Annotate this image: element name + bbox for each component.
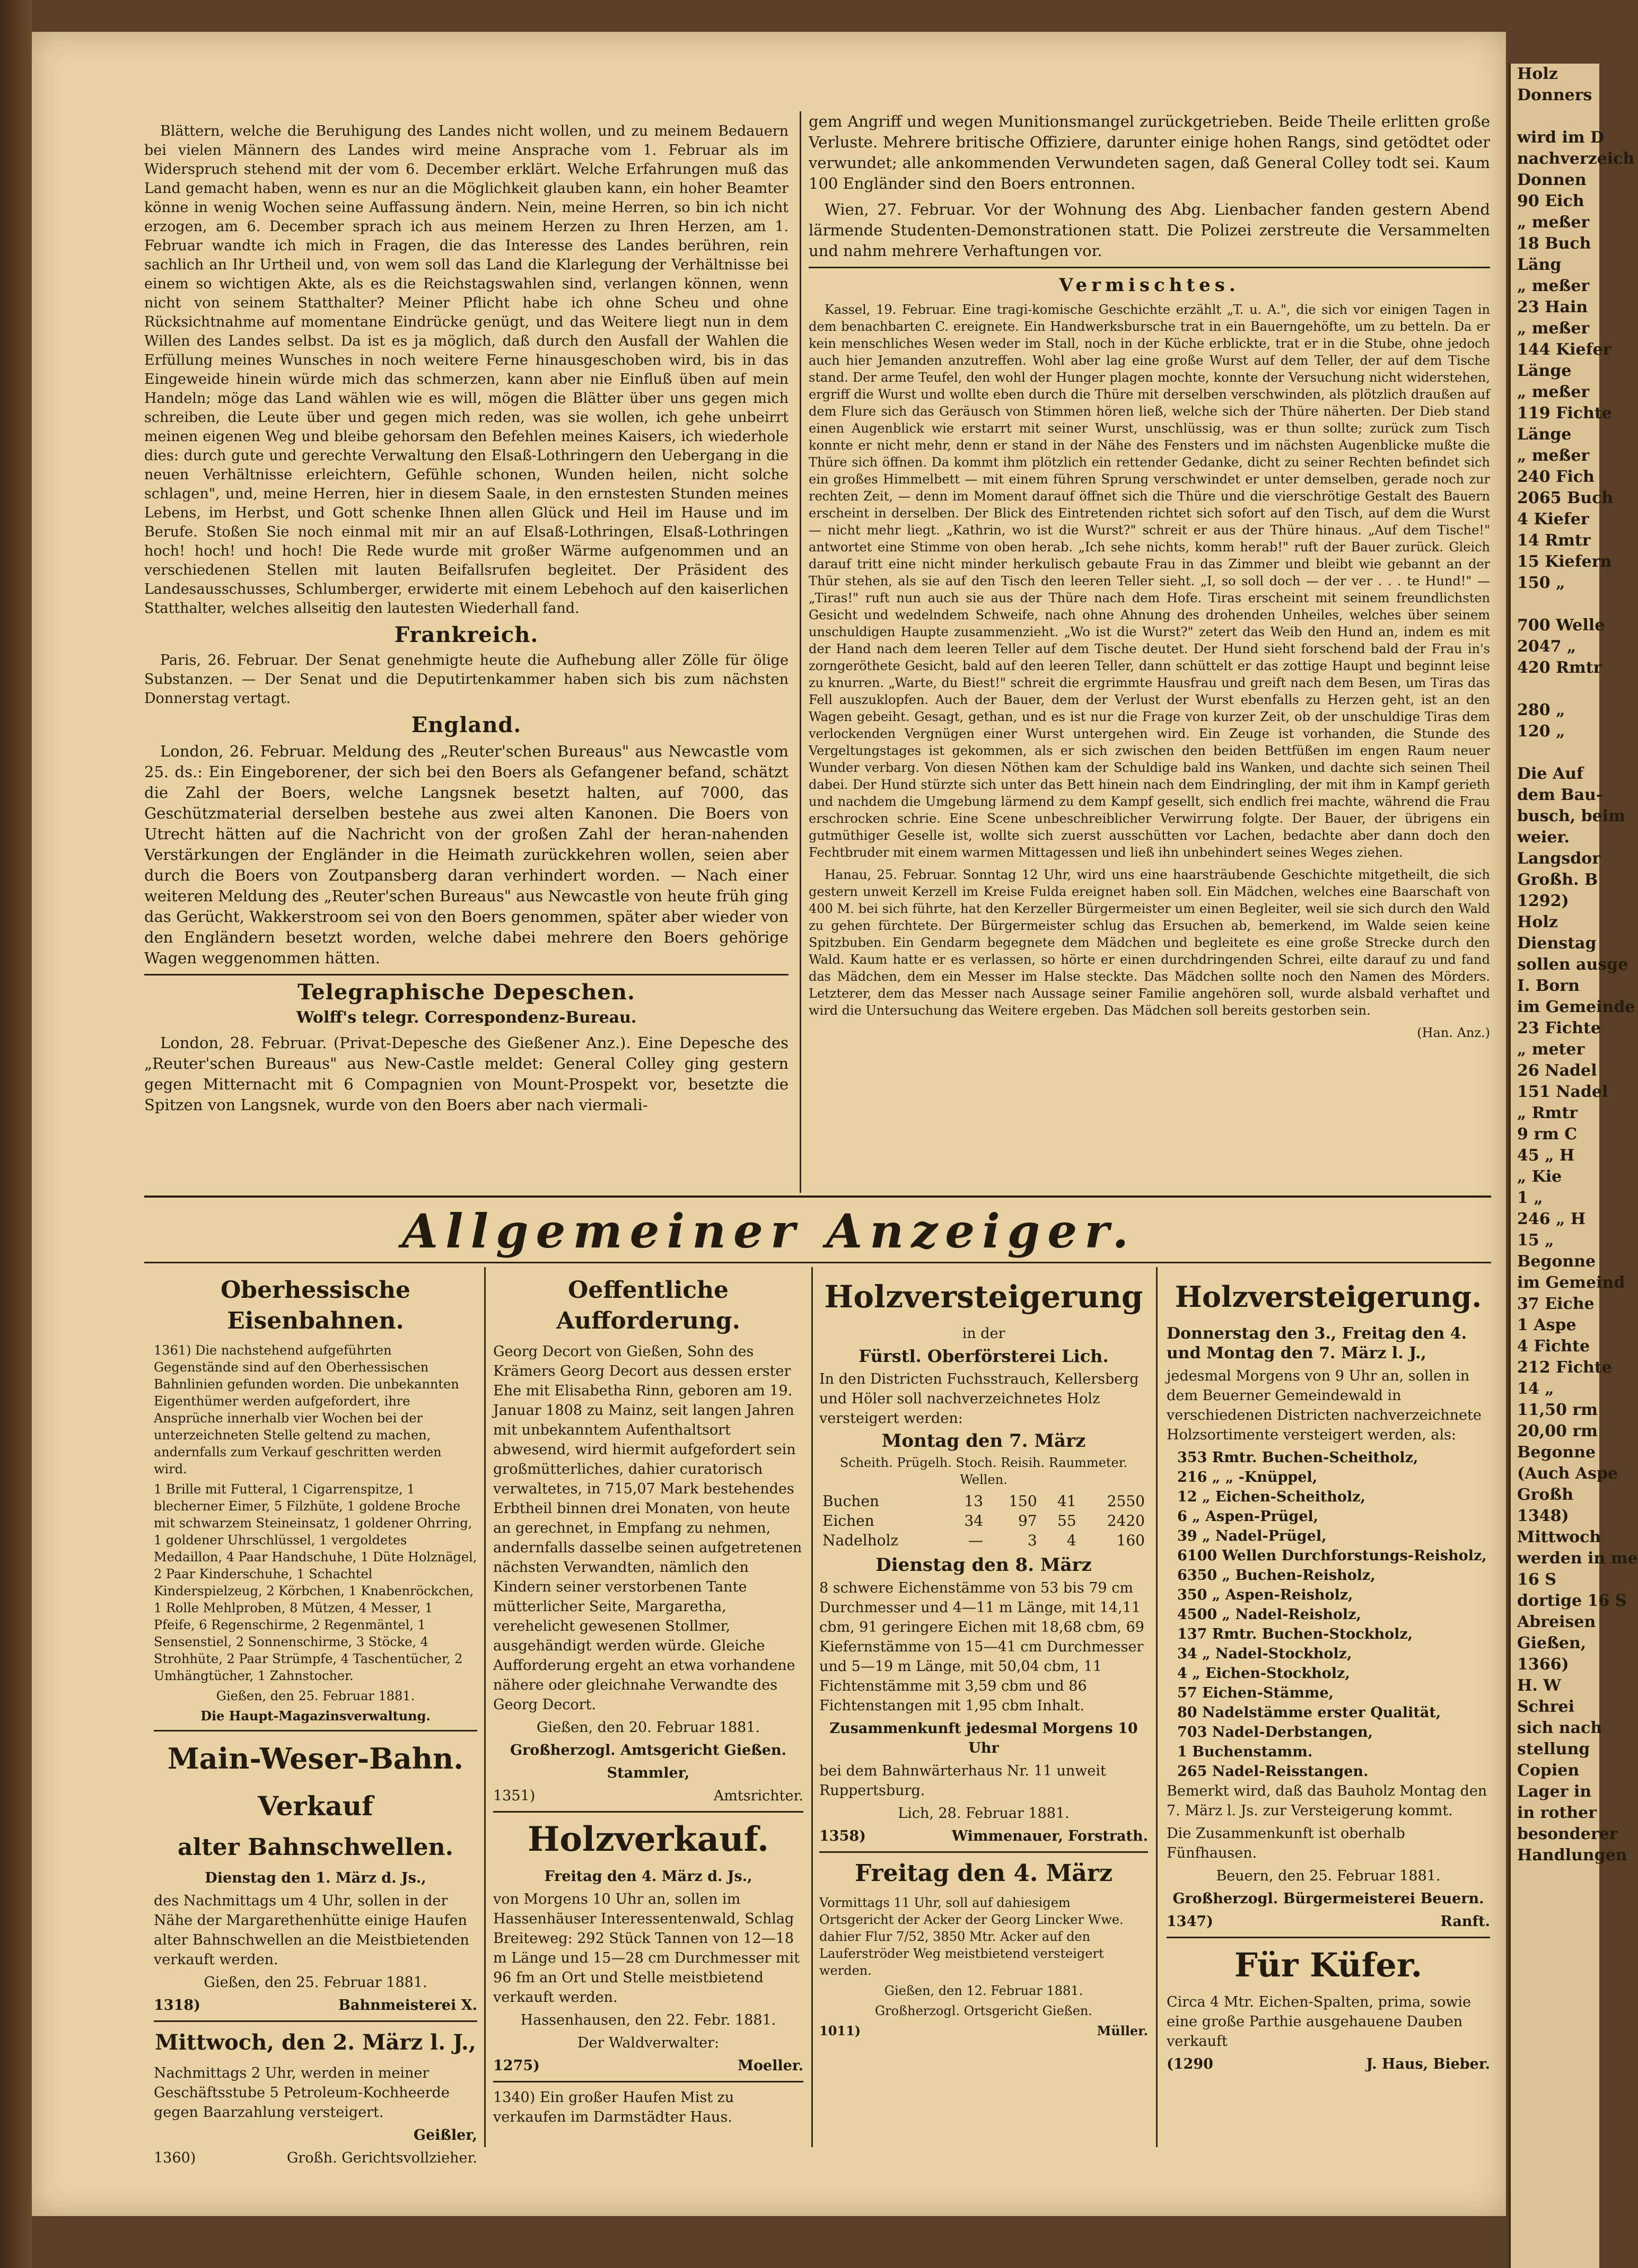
adjacent-line: 90 Eich	[1517, 192, 1584, 210]
ad-role: Amtsrichter.	[713, 1788, 803, 1804]
ad-body: Nachmittags 2 Uhr, werden in meiner Geschäftsstube 5 Petroleum-Kochheerde gegen Baarzahlung versteigert.	[154, 2065, 450, 2121]
ad-title-holzversteigerung-lich: Holzversteigerung	[824, 1279, 1143, 1315]
adjacent-line: 18 Buch	[1517, 234, 1591, 253]
table-row	[819, 1491, 1148, 1511]
section-rule-2	[144, 1262, 1491, 1263]
adjacent-line: Schrei	[1517, 1698, 1575, 1716]
ad-signature: Wimmenauer, Forstrath.	[951, 1828, 1148, 1844]
hanau-story: Hanau, 25. Februar. Sonntag 12 Uhr, wird uns eine haarsträubende Geschichte mitgetheilt, die sich gestern unweit Kerzell im Kreise Fulda ereignet haben soll. Ein Mädchen, welches eine Baarschaft von 400 M. bei sich führte, hat den Kerzeller Bürgermeister um einen Begleiter, weil sie sich durch den Wald zu gehen fürchtete. Der Bürgermeister schlug das Ersuchen ab, bemerkend, im Walde seien keine Spitzbuben. Ein Gendarm begegnete dem Mädchen und begleitete es eine große Strecke durch den Wald. Kaum hatte er es verlassen, so hörte er einen durchdringenden Schrei, eilte darauf zu und fand das Mädchen, dem ein Messer im Halse steckte. Das Mädchen sollte noch den Namen des Mörders. Letzterer, dem das Messer nach Aussage seiner Familie angehören soll, wurde alsbald verhaftet und wird die Untersuchung das Weitere ergeben. Das Mädchen soll bereits gestorben sein.	[809, 867, 1490, 1018]
adjacent-line: nachverzeich	[1517, 150, 1635, 168]
column-rule	[484, 1267, 486, 2147]
ad-body: Vormittags 11 Uhr, soll auf dahiesigem Ortsgericht der Acker der Georg Lincker Wwe. dahier Flur 7/52, 3850 Mtr. Acker auf den Lauferströder Weg meistbietend versteigert werden.	[819, 1895, 1124, 1978]
adjacent-line: 700 Welle	[1517, 616, 1605, 635]
adjacent-line: dem Bau-	[1517, 786, 1603, 804]
adjacent-line	[1511, 742, 1599, 763]
adjacent-line: Dienstag	[1517, 934, 1597, 953]
adjacent-line: „ meßer	[1517, 446, 1590, 465]
ad-date: Lich, 28. Februar 1881.	[898, 1805, 1070, 1822]
ad-subtitle-bahnschwellen: alter Bahnschwellen.	[178, 1834, 453, 1861]
divider	[493, 1811, 803, 1813]
adjacent-line: Großh. B	[1517, 871, 1598, 889]
ad-day-2: Dienstag den 8. März	[875, 1554, 1092, 1576]
adjacent-line: 2065 Buch	[1517, 489, 1614, 507]
adjacent-line: 26 Nadel	[1517, 1061, 1597, 1080]
ad-body: Georg Decort von Gießen, Sohn des Krämers Georg Decort aus dessen erster Ehe mit Elisabetha Rinn, geboren am 19. Januar 1808 zu Mainz, seit langen Jahren mit unbekanntem Aufenthaltsort abwesend, wird hiermit aufgefordert sein großmütterliches, dahier curatorisch verwaltetes, in 715,07 Mark bestehendes Erbtheil binnen drei Monaten, von heute an gerechnet, in Empfang zu nehmen, andernfalls dasselbe seinen aufgetretenen nächsten Verwandten, nämlich den Kindern seiner verstorbenen Tante mütterlicher Seite, Margaretha, verehelicht gewesenen Stollmer, ausgehändigt werden würde. Gleiche Aufforderung ergeht an etwa vorhandene nähere oder gleichnahe Verwandte des Georg Decort.	[493, 1343, 802, 1713]
heading-miscellaneous: Vermischtes.	[1059, 275, 1240, 296]
list-item: 703 Nadel-Derbstangen,	[1177, 1724, 1373, 1740]
adjacent-line: 1 „	[1517, 1189, 1543, 1207]
list-item: 1 Buchenstamm.	[1177, 1744, 1313, 1760]
ad-signature: Moeller.	[738, 2058, 803, 2074]
adjacent-line: Langsdor	[1517, 849, 1601, 868]
adjacent-line: (Auch Aspe	[1517, 1464, 1618, 1483]
table-cell: 2550	[1107, 1492, 1145, 1510]
heading-england: England.	[411, 713, 522, 737]
adjacent-line: 11,50 rm	[1517, 1401, 1598, 1419]
adjacent-line	[1511, 594, 1599, 615]
adjacent-line: Länge	[1517, 362, 1572, 380]
ad-number: 1318)	[154, 1997, 200, 2014]
table-cell: 55	[1057, 1512, 1076, 1529]
adjacent-line: werden in me	[1517, 1549, 1638, 1568]
divider	[144, 974, 789, 975]
list-item: 6100 Wellen Durchforstungs-Reisholz,	[1177, 1548, 1487, 1564]
list-item: 12 „ Eichen-Scheitholz,	[1177, 1489, 1365, 1505]
adjacent-line: 144 Kiefer	[1517, 340, 1611, 359]
adjacent-line: 23 Hain	[1517, 298, 1588, 317]
ads-column-1	[154, 1270, 477, 2168]
adjacent-line: „ meßer	[1517, 319, 1590, 338]
ad-when: Freitag den 4. März d. Js.,	[544, 1868, 752, 1885]
wood-table	[819, 1491, 1148, 1550]
adjacent-line: Holz	[1517, 65, 1558, 83]
list-item: 4 „ Eichen-Stockholz,	[1177, 1665, 1350, 1682]
adjacent-line: 120 „	[1517, 722, 1565, 741]
ad-signature: Ranft.	[1440, 1913, 1490, 1930]
adjacent-line: Mittwoch	[1517, 1528, 1601, 1546]
ad-number: 1360)	[154, 2150, 196, 2166]
list-item: 6 „ Aspen-Prügel,	[1177, 1508, 1319, 1525]
list-item: 216 „ „ -Knüppel,	[1177, 1469, 1318, 1485]
adjacent-line: 9 rm C	[1517, 1125, 1578, 1144]
ad-body: Die nachstehend aufgeführten Gegenstände sind auf den Oberhessischen Bahnlinien gefunden worden. Die unbekannten Eigenthümer werden aufgefordert, ihre Ansprüche innerhalb vier Wochen bei der unterzeichneten Stelle geltend zu machen, andernfalls zum Verkauf geschritten werden wird.	[154, 1343, 459, 1476]
table-cell: 2420	[1107, 1512, 1145, 1529]
adjacent-line: „ meßer	[1517, 277, 1590, 295]
adjacent-line: Läng	[1517, 256, 1562, 274]
ad-date: Beuern, den 25. Februar 1881.	[1216, 1868, 1441, 1884]
ad-list: 8 schwere Eichenstämme von 53 bis 79 cm Durchmesser und 4—11 m Länge, mit 14,11 cbm, 91 geringere Eichen mit 18,68 cbm, 69 Kiefernstämme von 15—41 cm Durchmesser und 5—19 m Länge, mit 50,04 cbm, 11 Fichtenstämme mit 3,59 cbm und 86 Fichtenstangen mit 1,95 cbm Inhalt.	[819, 1580, 1144, 1714]
ad-when-freitag: Freitag den 4. März	[855, 1860, 1113, 1887]
ad-number: 1340)	[493, 2089, 536, 2106]
ads-column-2	[493, 1270, 803, 2130]
ad-meeting: Die Zusammenkunft ist oberhalb Fünfhausen.	[1167, 1825, 1405, 1861]
london-report-1: London, 26. Februar. Meldung des „Reuter'schen Bureaus" aus Newcastle vom 25. ds.: Ein Eingeborener, der sich bei den Boers als Gefangener befand, schätzt die Zahl der Boers, welche Langsnek besetzt halten, auf 7000, das Geschützmaterial derselben bestehe aus zwei alten Kanonen. Die Boers von Utrecht hätten auf die Nachricht von der großen Zahl der heran-nahenden Verstärkungen der Engländer in die Heimath zurückkehren wollen, seien aber durch die Boers von Zoutpansberg daran verhindert worden. — Nach einer weiteren Meldung des „Reuter'schen Bureaus" aus Newcastle von heute früh ging das Gerücht, Wakkerstroom sei von den Boers genommen, später aber wieder von den Engländern besetzt worden, welche dabei mehrere den Boers gehörige Wagen weggenommen hätten.	[144, 742, 789, 967]
ad-intro: In den Districten Fuchsstrauch, Kellersberg und Höler soll nachverzeichnetes Holz versteigert werden:	[819, 1371, 1139, 1427]
ad-number: 1358)	[819, 1828, 866, 1844]
kassel-story: Kassel, 19. Februar. Eine tragi-komische Geschichte erzählt „T. u. A.", die sich vor einigen Tagen in dem benachbarten C. ereignete. Ein Handwerksbursche trat in ein Bauerngehöfte, um zu betteln. Da er kein menschliches Wesen weder im Stall, noch in der Küche erblickte, trat er in die Stube, ohne jedoch auch hier Jemanden anzutreffen. Wohl aber lag eine große Wurst auf dem Teller, der auf dem Tische stand. Der arme Teufel, den wohl der Hunger plagen mochte, konnte der Versuchung nicht widerstehen, ergriff die Wurst und wollte eben durch die Thüre mit derselben verschwinden, als plötzlich draußen auf dem Flure sich das Geräusch von Stimmen hören ließ, welche sich der Thüre näherten. Der Dieb stand einen Augenblick wie erstarrt mit seiner Wurst, unschlüssig, was er thun sollte; zurück zum Tisch konnte er nicht mehr, denn er stand in der Nähe des Fensters und im nächsten Augenblicke mußte die Thüre sich öffnen. Da kommt ihm plötzlich ein rettender Gedanke, dicht zu seiner Rechten befindet sich ein großes Himmelbett — mit einem führen Sprung verschwindet er unter demselben, gerade noch zur rechten Zeit, — denn im Moment darauf öffnet sich die Thüre und die vierschrötige Gestalt des Bauern erscheint in derselben. Der Blick des Eintretenden richtet sich sofort auf den Tisch, auf dem die Wurst — nicht mehr liegt. „Kathrin, wo ist die Wurst?" schreit er aus der Thüre hinaus. „Auf dem Tische!" antwortet eine Stimme von oben herab. „Ich sehe nichts, komm herab!" ruft der Bauer zurück. Gleich darauf tritt eine nicht minder herkulisch gebaute Frau in das Zimmer und bleibt wie gebannt an der Thür stehen, als sie auf den Tisch den leeren Teller sieht. „I, so soll doch — der ver . . . te Hund!" — „Tiras!" ruft nun auch sie aus der Thüre nach dem Hofe. Tiras erscheint mit seinem freundlichsten Gesicht und wedelndem Schweife, nach ohne Ahnung des drohenden Unheiles, welches über seinem unschuldigen Haupte zusammenzieht. „Wo ist die Wurst?" zetert das Weib den Hund an, indem es mit der Hand nach dem leeren Teller auf dem Tische deutet. Der Hund sieht forschend bald der Frau in's zorngeröthete Gesicht, bald auf den leeren Teller, dann schüttelt er das zottige Haupt und beginnt leise zu knurren. „Warte, du Biest!" schreit die ergrimmte Hausfrau und greift nach dem Besen, um Tiras das Fell auszuklopfen. Auch der Bauer, dem der Verlust der Wurst ebenfalls zu Herzen geht, ist an den Wagen gebeiht. Gesagt, gethan, und es ist nur die Frage von kurzer Zeit, ob der unschuldige Tiras dem verlockenden Vergnügen einer Wurst untergehen wird. Ein Zeuge ist vorhanden, die Stunde des Vergeltungstages ist gekommen, als er sich zwischen den beiden Bettfüßen im engen Raum neuer Wunder verbarg. Von diesen Nöthen kam der Schuldige bald ins Wanken, und dachte sich seinen Theil dabei. Der Hund stürzte sich unter das Bett hinein nach dem Eindringling, der mit ihm in Kampf gerieth und nachdem die Umgebung lärmend zu dem Kampf gesellt, sich endlich frei machte, während die Frau erschrocken schrie. Eine Scene unbeschreiblicher Verwirrung folgte. Der Bauer, der übrigens ein gutmüthiger Geselle ist, wollte sich zuerst ausschütten vor Lachen, bedachte aber dann doch den Fechtbruder mit einem warmen Mittagessen und ließ ihn unbehindert seines Weges ziehen.	[809, 302, 1490, 860]
ad-signature: Geißler,	[413, 2127, 477, 2143]
adjacent-line: Länge	[1517, 425, 1572, 444]
ad-title-aufforderung: Oeffentliche Aufforderung.	[556, 1277, 740, 1334]
ad-when-mittwoch: Mittwoch, den 2. März l. J.,	[155, 2030, 476, 2055]
london-report-2: London, 28. Februar. (Privat-Depesche des Gießener Anz.). Eine Depesche des „Reuter'schen Bureaus" aus New-Castle meldet: General Colley ging gestern gegen Mitternacht mit 6 Compagnien von Mount-Prospekt vor, besetzte die Spitzen von Langsnek, wurde von den Boers aber nach viermali-	[144, 1034, 789, 1114]
table-cell: 34	[964, 1512, 984, 1529]
adjacent-line: 151 Nadel	[1517, 1083, 1608, 1101]
ad-office: Großh. Gerichtsvollzieher.	[286, 2150, 477, 2166]
found-items-list: 1 Brille mit Futteral, 1 Cigarrenspitze, 1 blecherner Eimer, 5 Filzhüte, 1 goldene Broche mit schwarzem Steineinsatz, 1 goldener Ohrring, 1 goldener Uhrschlüssel, 1 vergoldetes Medaillon, 4 Paar Handschuhe, 1 Düte Holznägel, 2 Paar Kinderschuhe, 1 Schachtel Kinderspielzeug, 2 Körbchen, 1 Knabenröckchen, 1 Rolle Mehlproben, 8 Mützen, 4 Messer, 1 Pfeife, 6 Regenschirme, 2 Regenmäntel, 1 Sensenstiel, 2 Sonnenschirme, 3 Stöcke, 4 Strohhüte, 2 Paar Strümpfe, 4 Taschentücher, 2 Umhängtücher, 1 Zahnstocher.	[154, 1482, 477, 1683]
adjacent-line: im Gemeinde	[1517, 998, 1635, 1016]
adjacent-line: 20,00 rm	[1517, 1422, 1598, 1440]
table-cell: 13	[964, 1492, 984, 1510]
divider	[819, 1851, 1148, 1853]
list-item: 137 Rmtr. Buchen-Stockholz,	[1177, 1626, 1413, 1642]
list-item: 57 Eichen-Stämme,	[1177, 1685, 1334, 1701]
adjacent-line: 45 „ H	[1517, 1146, 1575, 1165]
adjacent-line: „ Kie	[1517, 1167, 1562, 1186]
adjacent-line: 14 Rmtr	[1517, 531, 1591, 550]
boer-report-cont: gem Angriff und wegen Munitionsmangel zurückgetrieben. Beide Theile erlitten große Verluste. Mehrere britische Offiziere, darunter einige hohen Rangs, sind getödtet oder verwundet; alle ankommenden Verwundeten sagen, daß General Colley todt sei. Kaum 100 Engländer sind den Boers entronnen.	[809, 112, 1490, 192]
table-row	[819, 1531, 1148, 1550]
adjacent-line: Gießen,	[1517, 1634, 1587, 1652]
ad-meeting: Zusammenkunft jedesmal Morgens 10 Uhr	[829, 1720, 1138, 1756]
statthalter-speech-text: Blättern, welche die Beruhigung des Landes nicht wollen, und zu meinem Bedauern bei vielen Männern des Landes wird meine Ansprache vom 1. Februar als im Widerspruch stehend mit der vom 6. December erklärt. Welche Erfahrungen muß das Land gemacht haben, wenn es nur an die Möglichkeit glauben kann, ein hoher Beamter könne in wenig Wochen seine Auffassung ändern. Nein, meine Herren, so bin ich nicht erzogen, am 6. December sprach ich aus meinem Herzen zu Ihren Herzen, am 1. Februar wandte ich mich in Fragen, die das Interesse des Landes berühren, rein sachlich an Ihr Urtheil und, von wem soll das Land die Klarlegung der Verhältnisse bei einem so wichtigen Akte, als es die Reichstagswahlen sind, verlangen können, wenn nicht von seinem Statthalter? Meiner Pflicht habe ich ohne Scheu und ohne Rücksichtnahme auf momentane Eindrücke genügt, und das Weitere liegt nun in dem Willen des Landes selbst. Da ist es ja möglich, daß durch den Ausfall der Wahlen die Erfüllung meines Wunsches in noch weitere Ferne hinausgeschoben wird, bis in das Eingeweide hinein würde mich das schmerzen, kann aber nie Einfluß üben auf mein Handeln; möge das Land wählen wie es will, mögen die Blätter über uns gegen mich schreiben, die Leute über und gegen mich reden, was sie wollen, ich gehe unbeirrt meinen eigenen Weg und bleibe gehorsam den Befehlen meines Kaisers, ich wiederhole dies: durch gute und gerechte Verwaltung den Elsaß-Lothringern den Uebergang in die neuen Verhältnisse erleichtern, Gefühle schonen, Wunden heilen, nicht solche schlagen", und, meine Herren, hier in diesem Saale, in den ernstesten Stunden meines Lebens, im Herbst, und Gott schenke Ihnen allen Glück und Heil im Hause und im Berufe. Stoßen Sie noch einmal mit mir an auf Elsaß-Lothringen, Elsaß-Lothringen hoch! hoch! und hoch! Die Rede wurde mit großer Wärme aufgenommen und an verschiedenen Stellen mit lauten Beifallsrufen begleitet. Der Präsident des Landesausschusses, Schlumberger, erwiderte mit einem Lebehoch auf den kaiserlichen Statthalter, welches allseitig den lautesten Wiederhall fand.	[144, 123, 789, 617]
adjacent-line: stellung	[1517, 1740, 1590, 1759]
heading-telegrams: Telegraphische Depeschen.	[297, 980, 635, 1005]
ad-when: Dienstag den 1. März d. Js.,	[205, 1870, 426, 1886]
ad-title-fuer-kuefer: Für Küfer.	[1234, 1946, 1423, 1984]
table-cell: 41	[1057, 1492, 1076, 1510]
news-column-left	[144, 122, 789, 1121]
telegram-bureau: Wolff's telegr. Correspondenz-Bureau.	[296, 1008, 637, 1027]
ad-number: (1290	[1167, 2056, 1213, 2072]
adjacent-line: 2047 „	[1517, 637, 1576, 656]
adjacent-line: besonderer	[1517, 1825, 1618, 1843]
adjacent-line: 1292)	[1517, 892, 1569, 910]
table-cell: 3	[1027, 1532, 1037, 1549]
adjacent-line: 14 „	[1517, 1379, 1554, 1398]
ad-body: Ein großer Haufen Mist zu verkaufen im Darmstädter Haus.	[493, 2089, 734, 2125]
list-item: 39 „ Nadel-Prügel,	[1177, 1528, 1327, 1544]
adjacent-line: 15 „	[1517, 1231, 1554, 1250]
adjacent-line: Begonne	[1517, 1252, 1596, 1271]
adjacent-line: 37 Eiche	[1517, 1295, 1595, 1313]
list-item: 4500 „ Nadel-Reisholz,	[1177, 1606, 1361, 1623]
ad-court: Großherzogl. Ortsgericht Gießen.	[874, 2003, 1092, 2018]
adjacent-line: busch, beim	[1517, 807, 1625, 825]
paris-report: Paris, 26. Februar. Der Senat genehmigte heute die Aufhebung aller Zölle für ölige Substanzen. — Der Senat und die Deputirtenkammer haben sich bis zum nächsten Donnerstag vertagt.	[144, 652, 789, 707]
adjacent-line: sich nach	[1517, 1719, 1602, 1737]
adjacent-line: „ meßer	[1517, 383, 1590, 401]
binding-shadow	[0, 0, 32, 2268]
adjacent-line: in rother	[1517, 1804, 1597, 1822]
divider	[154, 2020, 477, 2022]
column-rule	[800, 111, 801, 1193]
ad-signature: J. Haus, Bieber.	[1366, 2056, 1490, 2072]
ad-number: 1275)	[493, 2058, 540, 2074]
wien-report: Wien, 27. Februar. Vor der Wohnung des Abg. Lienbacher fanden gestern Abend lärmende Studenten-Demonstrationen statt. Die Polizei zerstreute die Versammelten und nahm mehrere Verhaftungen vor.	[809, 200, 1490, 260]
adjacent-line: „ Rmtr	[1517, 1104, 1578, 1122]
adjacent-line: Holz	[1517, 913, 1558, 931]
ad-court: Großherzogl. Bürgermeisterei Beuern.	[1172, 1891, 1484, 1907]
adjacent-line: „ meter	[1517, 1040, 1585, 1059]
ad-meeting-place: bei dem Bahnwärterhaus Nr. 11 unweit Ruppertsburg.	[819, 1763, 1106, 1799]
ad-number: 1361)	[154, 1343, 191, 1358]
ad-when: Donnerstag den 3., Freitag den 4. und Montag den 7. März l. J.,	[1167, 1324, 1467, 1362]
ads-column-4	[1167, 1270, 1490, 2074]
table-header: Scheith. Prügelh. Stoch. Reisih. Raummeter. Wellen.	[839, 1455, 1128, 1487]
ad-judge: Stammler,	[607, 1765, 690, 1781]
ad-body: von Morgens 10 Uhr an, sollen im Hassenhäuser Interessentenwald, Schlag Breiteweg: 292 Stück Tannen von 12—18 m Länge und 15—28 cm Durchmesser mit 96 fm an Ort und Stelle meistbietend verkauft werden.	[493, 1891, 800, 2006]
ad-sub: in der	[962, 1325, 1005, 1342]
divider	[1167, 1937, 1490, 1938]
adjacent-line: Abreisen	[1517, 1613, 1596, 1631]
ad-number: 1011)	[819, 2023, 861, 2038]
adjacent-line: 4 Kiefer	[1517, 510, 1589, 529]
adjacent-line: 4 Fichte	[1517, 1337, 1590, 1356]
ads-column-3	[819, 1270, 1148, 2040]
ad-title-oberhessische: Oberhessische Eisenbahnen.	[220, 1277, 411, 1334]
adjacent-line: 240 Fich	[1517, 468, 1595, 486]
adjacent-line: 15 Kiefern	[1517, 552, 1612, 571]
heading-france: Frankreich.	[394, 622, 539, 647]
adjacent-line	[1511, 106, 1599, 127]
adjacent-line: dortige 16 S	[1517, 1592, 1627, 1610]
adjacent-line: H. W	[1517, 1676, 1561, 1695]
ad-by: Der Waldverwalter:	[577, 2035, 720, 2051]
adjacent-line: Die Auf	[1517, 764, 1583, 783]
section-rule	[144, 1195, 1491, 1198]
adjacent-line: 150 „	[1517, 574, 1565, 592]
adjacent-line: 1 Aspe	[1517, 1316, 1576, 1334]
adjacent-line: Donners	[1517, 86, 1592, 104]
ad-date: Gießen, den 25. Februar 1881.	[204, 1974, 427, 1991]
masthead-allgemeiner-anzeiger: Allgemeiner Anzeiger.	[401, 1203, 1136, 1259]
ad-body: des Nachmittags um 4 Uhr, sollen in der Nähe der Margarethenhütte einige Haufen alter Bahnschwellen an die Meistbietenden verkauft werden.	[154, 1893, 469, 1968]
ad-day-1: Montag den 7. März	[881, 1430, 1086, 1452]
ad-title-holzverkauf: Holzverkauf.	[527, 1819, 769, 1859]
column-rule	[811, 1267, 813, 2147]
ad-forestry: Fürstl. Oberförsterei Lich.	[859, 1346, 1109, 1366]
table-cell: 97	[1018, 1512, 1037, 1529]
adjacent-line: 212 Fichte	[1517, 1358, 1612, 1377]
list-item: 353 Rmtr. Buchen-Scheitholz,	[1177, 1449, 1418, 1466]
adjacent-line: Handlungen	[1517, 1846, 1627, 1865]
adjacent-line: weier.	[1517, 828, 1570, 847]
adjacent-line: sollen ausge	[1517, 955, 1628, 974]
adjacent-page-text	[1511, 64, 1638, 1866]
adjacent-line: im Gemeind	[1517, 1273, 1625, 1292]
list-item: 80 Nadelstämme erster Qualität,	[1177, 1704, 1441, 1721]
table-cell: Nadelholz	[822, 1532, 899, 1549]
ad-date: Gießen, den 12. Februar 1881.	[884, 1983, 1083, 1998]
divider	[809, 267, 1490, 268]
adjacent-line: 246 „ H	[1517, 1210, 1586, 1228]
adjacent-line: Begonne	[1517, 1443, 1596, 1462]
table-cell: —	[968, 1532, 984, 1549]
ad-court: Großherzogl. Amtsgericht Gießen.	[510, 1742, 786, 1759]
adjacent-line: 1366)	[1517, 1655, 1569, 1674]
column-rule	[1156, 1267, 1158, 2147]
ad-title-main-weser-bahn: Main-Weser-Bahn.	[167, 1742, 464, 1775]
table-cell: Eichen	[822, 1512, 874, 1529]
ad-date: Hassenhausen, den 22. Febr. 1881.	[520, 2012, 776, 2028]
list-item: 34 „ Nadel-Stockholz,	[1177, 1646, 1352, 1662]
table-cell: 150	[1009, 1492, 1037, 1510]
adjacent-line: Copien	[1517, 1761, 1580, 1780]
adjacent-line: Lager in	[1517, 1782, 1592, 1801]
ad-title-verkauf: Verkauf	[258, 1790, 373, 1822]
adjacent-line: „ meßer	[1517, 213, 1590, 232]
adjacent-line: wird im D	[1517, 128, 1605, 147]
ad-date: Gießen, den 20. Februar 1881.	[536, 1719, 760, 1736]
adjacent-line: 23 Fichte	[1517, 1019, 1601, 1038]
table-cell: Buchen	[822, 1492, 879, 1510]
ad-note: Bemerkt wird, daß das Bauholz Montag den 7. März l. Js. zur Versteigerung kommt.	[1167, 1783, 1487, 1819]
ad-signature: Die Haupt-Magazinsverwaltung.	[200, 1708, 431, 1724]
adjacent-page-edge	[1509, 64, 1638, 2268]
ad-signature: Bahnmeisterei X.	[338, 1997, 477, 2014]
adjacent-line	[1511, 679, 1599, 700]
divider	[154, 1730, 477, 1731]
news-column-right	[809, 111, 1490, 1041]
table-cell: 4	[1066, 1532, 1076, 1549]
ad-number: 1347)	[1167, 1913, 1213, 1930]
adjacent-line: Großh	[1517, 1485, 1574, 1504]
ad-title-holzversteigerung-beuern: Holzversteigerung.	[1175, 1280, 1482, 1314]
list-item: 350 „ Aspen-Reisholz,	[1177, 1587, 1353, 1603]
adjacent-line: I. Born	[1517, 977, 1580, 995]
table-row	[819, 1511, 1148, 1531]
list-item: 6350 „ Buchen-Reisholz,	[1177, 1567, 1376, 1584]
wood-items-list	[1167, 1448, 1490, 1781]
hanau-source: (Han. Anz.)	[1417, 1025, 1490, 1040]
divider	[493, 2081, 803, 2082]
ad-date: Gießen, den 25. Februar 1881.	[216, 1689, 415, 1703]
ad-body: Circa 4 Mtr. Eichen-Spalten, prima, sowie eine große Parthie ausgehauene Dauben verkauft	[1167, 1994, 1471, 2050]
table-cell: 160	[1116, 1532, 1145, 1549]
adjacent-line: 16 S	[1517, 1570, 1556, 1589]
adjacent-line: 1348)	[1517, 1507, 1569, 1525]
adjacent-line: 119 Fichte	[1517, 404, 1612, 423]
adjacent-line: 420 Rmtr	[1517, 658, 1602, 677]
adjacent-line: Donnen	[1517, 171, 1587, 189]
list-item: 265 Nadel-Reisstangen.	[1177, 1763, 1369, 1780]
ad-body: jedesmal Morgens von 9 Uhr an, sollen in dem Beuerner Gemeindewald in verschiedenen Districten nachverzeichnete Holzsortimente versteigert werden, als:	[1167, 1368, 1482, 1443]
ad-number: 1351)	[493, 1788, 536, 1804]
ad-signature: Müller.	[1097, 2023, 1148, 2038]
adjacent-line: 280 „	[1517, 701, 1565, 719]
